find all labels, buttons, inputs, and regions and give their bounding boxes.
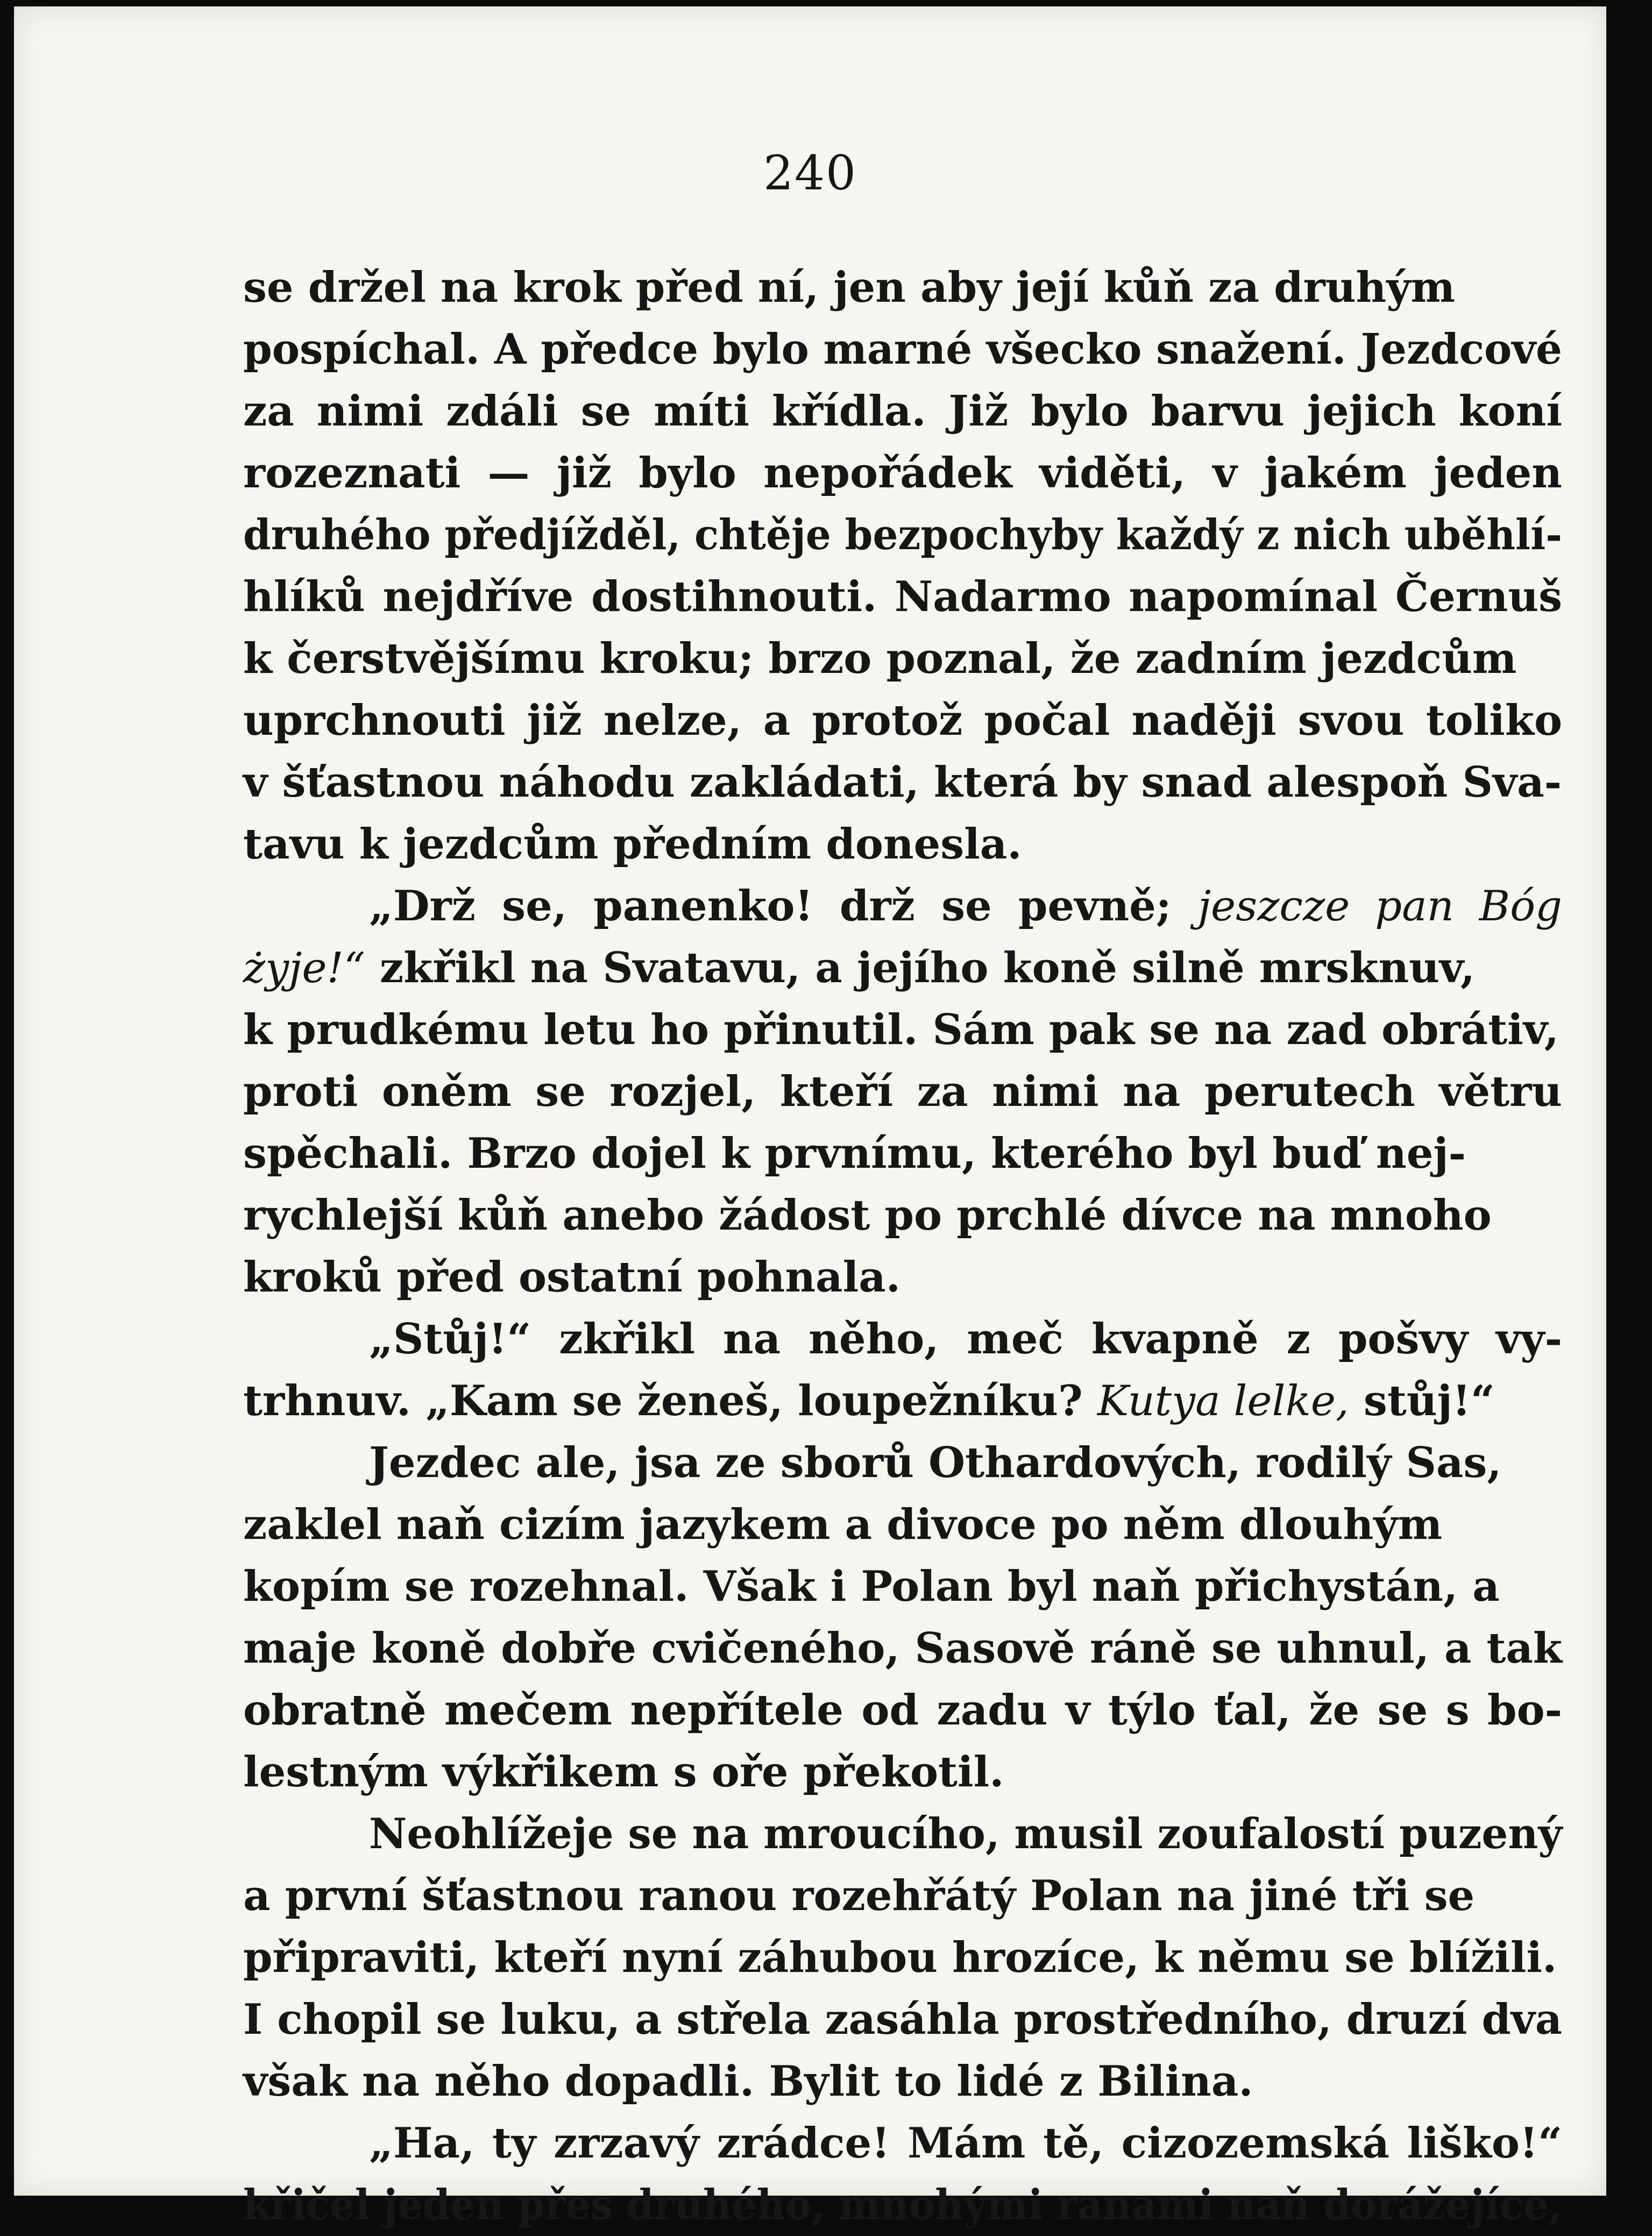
text-segment: k prudkému letu ho přinutil. Sám pak se na zad obrátiv, <box>243 1005 1559 1054</box>
text-segment: lestným výkřikem s oře překotil. <box>243 1748 1004 1797</box>
text-line <box>243 1432 1562 1494</box>
text-segment: rychlejší kůň anebo žádost po prchlé dívce na mnoho <box>243 1191 1492 1240</box>
text-line <box>243 813 1562 875</box>
text-line <box>243 1865 1562 1927</box>
text-segment: spěchali. Brzo dojel k prvnímu, kterého byl buď nej- <box>243 1129 1466 1178</box>
text-segment: „Stůj!“ zkřikl na něho, meč kvapně z pošvy vy- <box>369 1315 1562 1364</box>
text-segment: kroků před ostatní pohnala. <box>243 1253 901 1302</box>
text-segment: k čerstvějšímu kroku; brzo poznal, že zadním jezdcům <box>243 634 1517 683</box>
text-segment: „Ha, ty zrzavý zrádce! Mám tě, cizozemská liško!“ <box>369 2119 1562 2168</box>
text-line <box>243 442 1562 504</box>
text-segment: Jezdec ale, jsa ze sborů Othardových, rodilý Sas, <box>369 1438 1502 1487</box>
text-line <box>243 1927 1562 1989</box>
text-line <box>243 566 1562 628</box>
text-segment: stůj!“ <box>1349 1376 1495 1425</box>
text-line <box>243 1061 1562 1123</box>
text-line <box>243 380 1562 442</box>
text-line <box>243 1308 1562 1370</box>
text-line <box>243 999 1562 1061</box>
text-line <box>243 1989 1562 2050</box>
text-segment: trhnuv. „Kam se ženeš, loupežníku? <box>243 1376 1097 1425</box>
text-line <box>243 1803 1562 1865</box>
text-segment: proti oněm se rozjel, kteří za nimi na perutech větru <box>243 1067 1562 1116</box>
text-line <box>243 2174 1562 2236</box>
italic-phrase: jeszcze pan Bóg <box>1197 882 1562 931</box>
text-segment: zkřikl na Svatavu, a jejího koně silně mrsknuv, <box>365 943 1475 992</box>
text-segment: I chopil se luku, a střela zasáhla prostředního, druzí dva <box>243 1995 1562 2044</box>
text-segment: kopím se rozehnal. Však i Polan byl naň přichystán, a <box>243 1562 1500 1611</box>
text-segment: a první šťastnou ranou rozehřátý Polan na jiné tři se <box>243 1871 1475 1920</box>
text-segment: za nimi zdáli se míti křídla. Již bylo barvu jejich koní <box>243 387 1562 436</box>
text-line <box>243 1123 1562 1184</box>
text-line <box>243 504 1562 566</box>
text-segment: tavu k jezdcům předním donesla. <box>243 820 1022 869</box>
text-line <box>243 1556 1562 1617</box>
text-segment: v šťastnou náhodu zakládati, která by snad alespoň Sva- <box>243 758 1562 807</box>
text-line <box>243 937 1562 999</box>
text-line <box>243 2112 1562 2174</box>
text-line <box>243 318 1562 380</box>
page-number: 240 <box>763 145 857 201</box>
text-line <box>243 1494 1562 1556</box>
text-segment: Neohlížeje se na mroucího, musil zoufalostí puzený <box>369 1809 1563 1858</box>
book-page <box>14 6 1606 2230</box>
text-segment: připraviti, kteří nyní záhubou hrozíce, k němu se blížili. <box>243 1933 1557 1982</box>
text-line <box>243 1370 1562 1432</box>
text-segment: hlíků nejdříve dostihnouti. Nadarmo napomínal Černuš <box>243 572 1562 621</box>
text-segment: zaklel naň cizím jazykem a divoce po něm dlouhým <box>243 1500 1443 1549</box>
text-line <box>243 1679 1562 1741</box>
text-line <box>243 690 1562 751</box>
text-segment: obratně mečem nepřítele od zadu v týlo ťal, že se s bo- <box>243 1686 1562 1735</box>
text-segment: druhého předjížděl, chtěje bezpochyby každý z nich uběhlí- <box>243 510 1562 559</box>
text-segment: „Drž se, panenko! drž se pevně; <box>369 882 1198 931</box>
text-line <box>243 1617 1562 1679</box>
italic-phrase: żyje!“ <box>243 944 365 992</box>
text-segment: však na něho dopadli. Bylit to lidé z Bilina. <box>243 2057 1253 2106</box>
text-line <box>243 2050 1562 2112</box>
italic-phrase: Kutya lelke, <box>1097 1377 1349 1425</box>
text-line <box>243 1246 1562 1308</box>
text-line <box>243 257 1562 318</box>
text-segment: maje koně dobře cvičeného, Sasově ráně se uhnul, a tak <box>243 1624 1562 1673</box>
text-segment: se držel na krok před ní, jen aby její kůň za druhým <box>243 263 1456 312</box>
text-segment: pospíchal. A předce bylo marné všecko snažení. Jezdcové <box>243 325 1562 374</box>
text-line <box>243 875 1562 937</box>
text-line <box>243 1184 1562 1246</box>
text-segment: uprchnouti již nelze, a protož počal naději svou toliko <box>243 696 1562 745</box>
text-line <box>243 751 1562 813</box>
text-segment: křičel jeden přes druhého, mnohými ranami naň dorážejíce, <box>243 2181 1562 2230</box>
text-line <box>243 1741 1562 1803</box>
text-line <box>243 628 1562 690</box>
body-text <box>243 257 1562 2236</box>
text-segment: rozeznati — již bylo nepořádek viděti, v jakém jeden <box>243 449 1562 498</box>
